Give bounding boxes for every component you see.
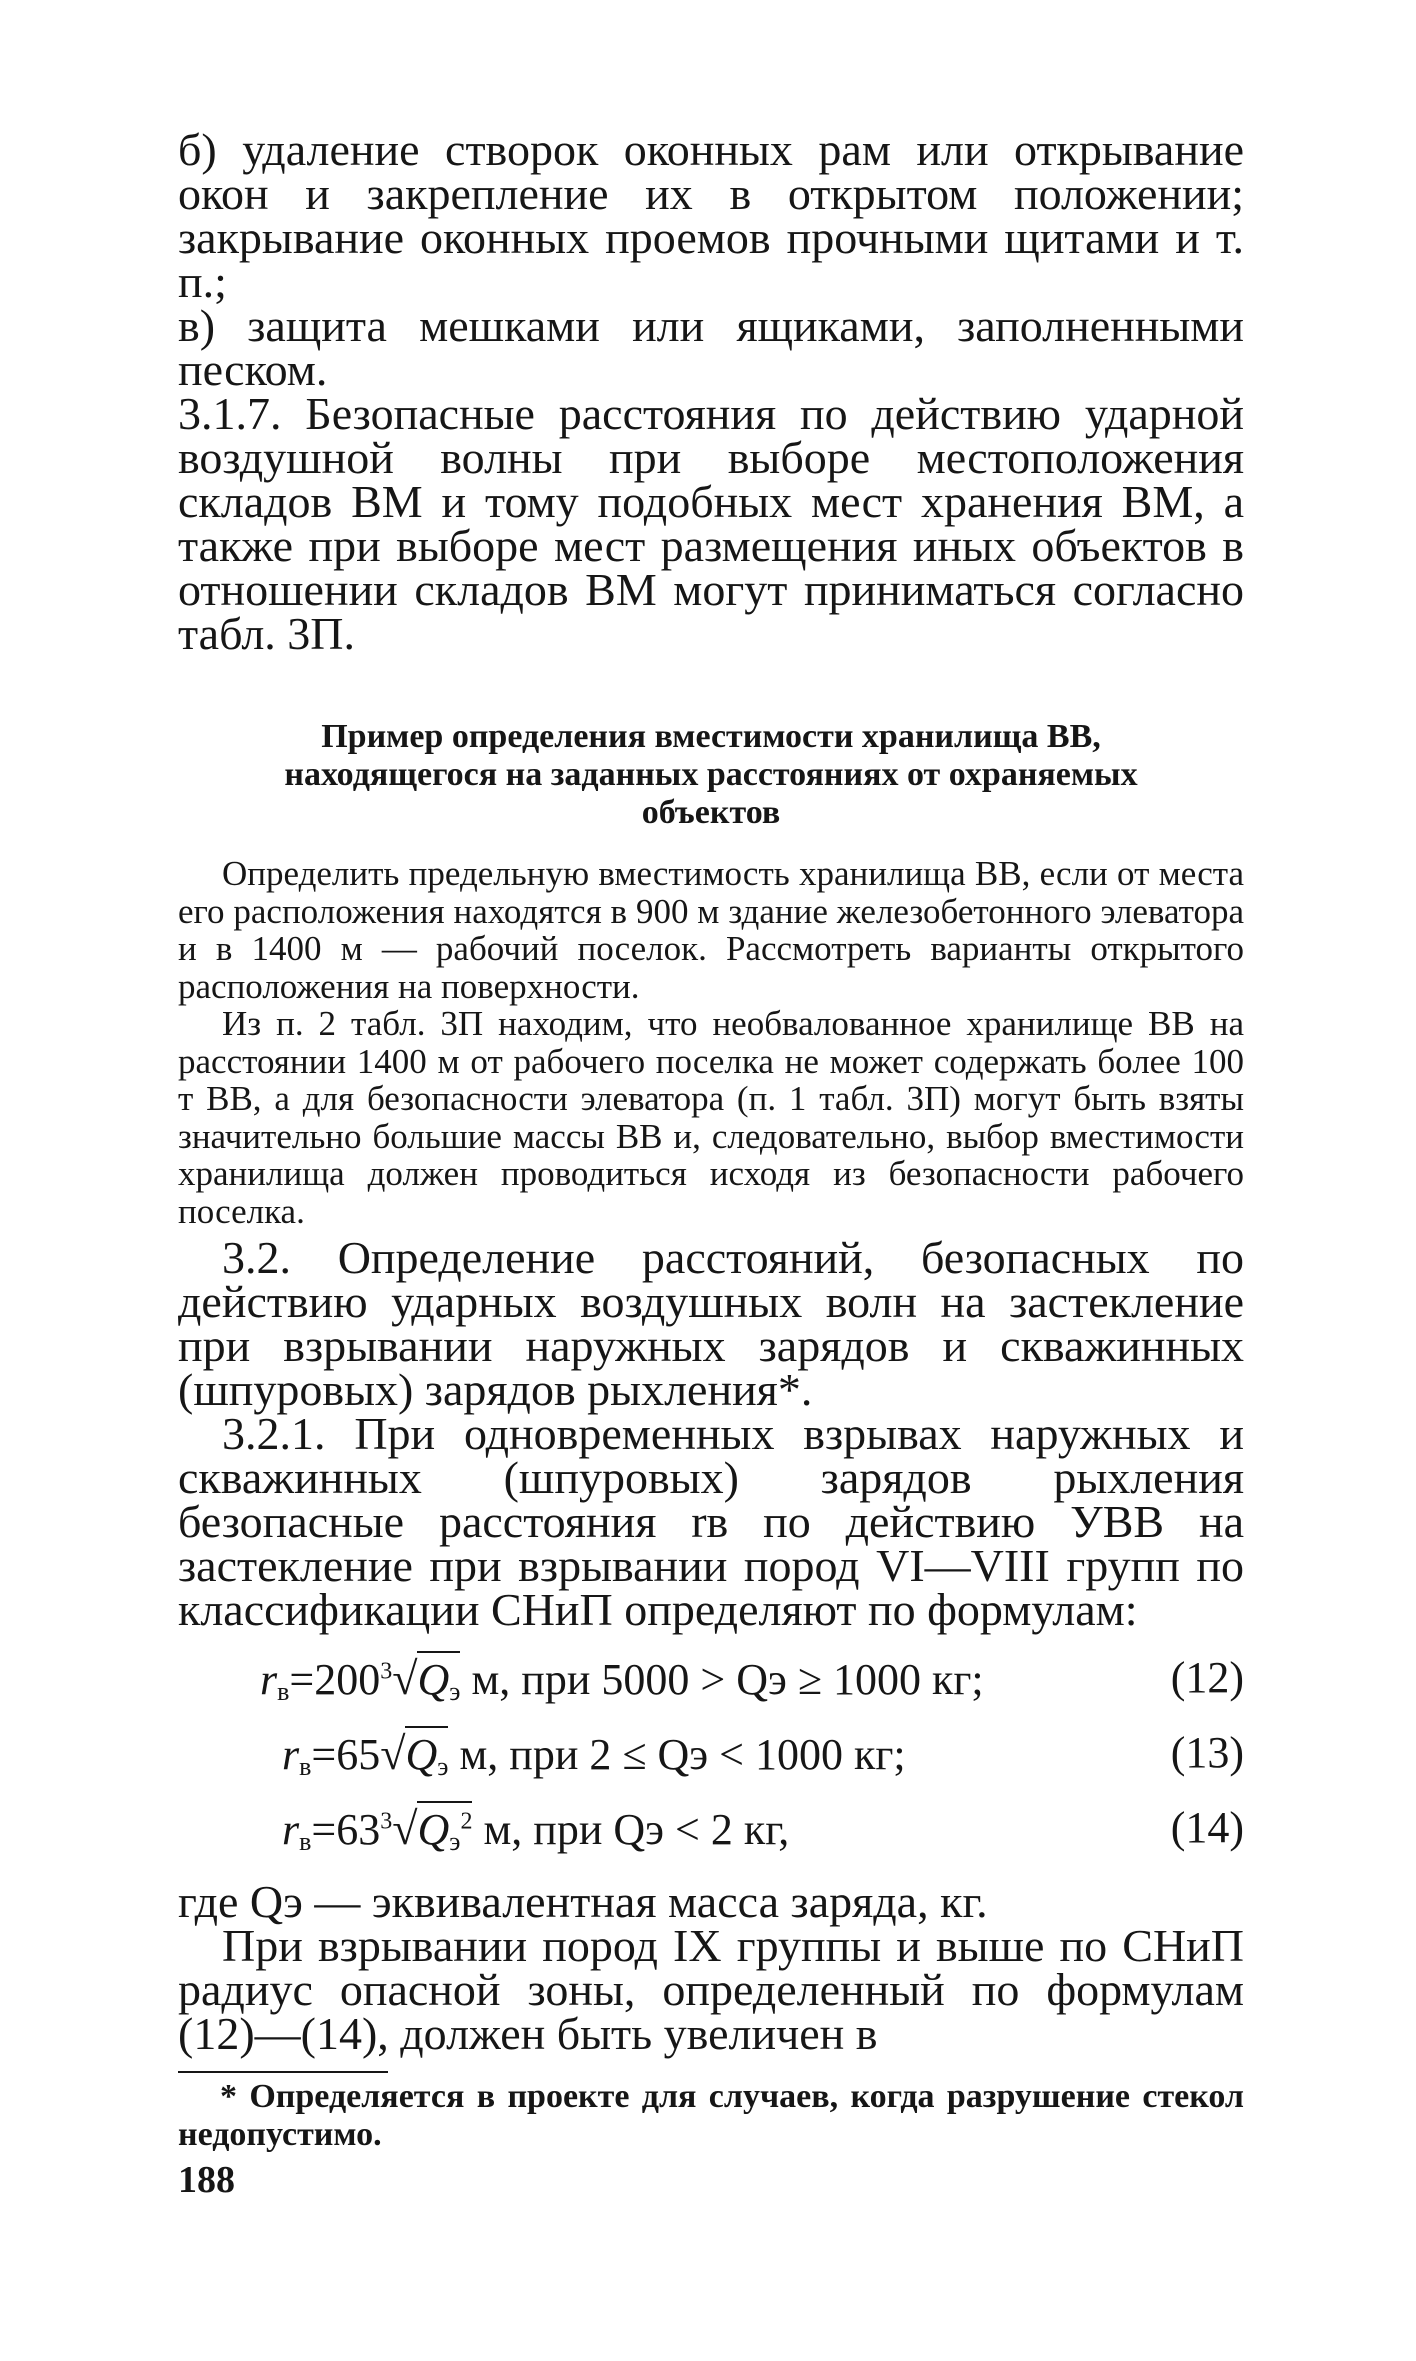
example-heading-block <box>258 718 1164 832</box>
paragraph-3-1-7: 3.1.7. Безопасные расстояния по действию ударной воздушной волны при выборе местоположения складов ВМ и тому подобных мест хранения ВМ, а также при выборе мест размещения иных объектов в отношении складов ВМ могут приниматься согласно табл. 3П. <box>178 388 1244 659</box>
formula-14-number: (14) <box>1170 1803 1244 1852</box>
formula-14 <box>178 1802 1244 1872</box>
formula-13 <box>178 1727 1244 1797</box>
example-heading: Пример определения вместимости хранилища ВВ, находящегося на заданных расстояниях от охраняемых объектов <box>284 718 1138 831</box>
footnote: * Определяется в проекте для случаев, когда разрушение стекол недопустимо. <box>178 2078 1244 2153</box>
section-3-2-1: 3.2.1. При одновременных взрывах наружных и скважинных (шпуровых) зарядов рыхления безопасные расстояния rв по действию УВВ на застекление при взрывании пород VI—VIII групп по классификации СНиП определяют по формулам: <box>178 1408 1244 1635</box>
footnote-divider <box>178 2071 388 2073</box>
paragraph-v: в) защита мешками или ящиками, заполненными песком. <box>178 300 1244 395</box>
radical-sign: √ <box>380 1728 406 1779</box>
radical-sign: √ <box>392 1803 418 1854</box>
example-paragraph-1: Определить предельную вместимость хранилища ВВ, если от места его расположения находятся в 900 м здание железобетонного элеватора и в 1400 м — рабочий поселок. Рассмотреть варианты открытого расположения на поверхности. <box>178 854 1244 1006</box>
radical-sign: √ <box>392 1653 418 1704</box>
formula-12 <box>178 1652 1244 1722</box>
example-block <box>178 855 1244 1230</box>
formula-12-expression: $r_в=200^3√Q_э$ м, при 5000 > Qэ ≥ 1000 кг; <box>260 1653 984 1706</box>
top-paragraphs <box>178 124 1244 659</box>
formula-13-number: (13) <box>1170 1728 1244 1777</box>
page-number: 188 <box>178 2159 235 2201</box>
where-text: где Qэ — эквивалентная масса заряда, кг. <box>178 1876 988 1927</box>
closing-block <box>178 1876 1244 2059</box>
section-3-2: 3.2. Определение расстояний, безопасных по действию ударных воздушных волн на застекление при взрывании наружных зарядов и скважинных (шпуровых) зарядов рыхления*. <box>178 1232 1244 1415</box>
final-paragraph: При взрывании пород IX группы и выше по СНиП радиус опасной зоны, определенный по формулам (12)—(14), должен быть увеличен в <box>178 1920 1244 2059</box>
formula-13-expression: $r_в=65√Q_э$ м, при 2 ≤ Qэ < 1000 кг; <box>282 1728 906 1781</box>
formula-12-number: (12) <box>1170 1653 1244 1702</box>
formula-14-expression: $r_в=63^3√Q_э^2$ м, при Qэ < 2 кг, <box>282 1803 790 1856</box>
example-paragraph-2: Из п. 2 табл. 3П находим, что необвалованное хранилище ВВ на расстоянии 1400 м от рабочего поселка не может содержать более 100 т ВВ, а для безопасности элеватора (п. 1 табл. 3П) могут быть взяты значительно большие массы ВВ и, следовательно, выбор вместимости хранилища должен проводиться исходя из безопасности рабочего поселка. <box>178 1004 1244 1231</box>
paragraph-b: б) удаление створок оконных рам или открывание окон и закрепление их в открытом положении; закрывание оконных проемов прочными щитами и т. п.; <box>178 124 1244 307</box>
section-3-2-block <box>178 1232 1244 1635</box>
